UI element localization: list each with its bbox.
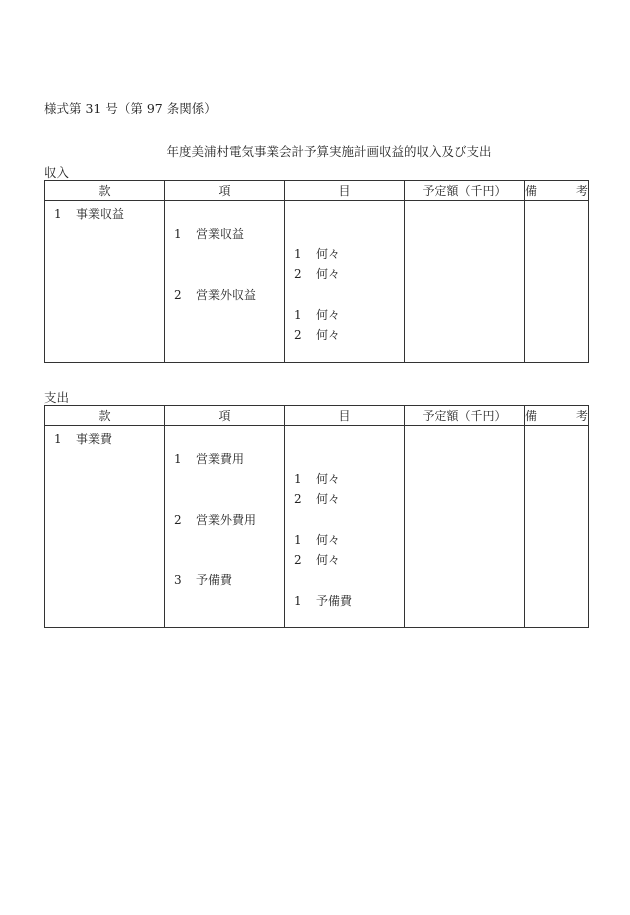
income-moku-3: 1 何々 [294, 308, 341, 322]
expense-remarks-cell [525, 426, 589, 628]
col-header-kou: 項 [165, 406, 285, 426]
col-header-kou: 項 [165, 181, 285, 201]
expense-moku-1: 1 何々 [294, 472, 341, 486]
income-kou-1: 1 営業収益 [174, 227, 245, 241]
col-header-remarks: 備 考 [525, 406, 589, 426]
income-moku-1: 1 何々 [294, 247, 341, 261]
col-header-remarks: 備 考 [525, 181, 589, 201]
expense-kan-cell [45, 426, 165, 628]
income-remarks-cell [525, 201, 589, 363]
expense-moku-2: 2 何々 [294, 492, 341, 506]
income-moku-4: 2 何々 [294, 328, 341, 342]
expense-amount-cell [405, 426, 525, 628]
expense-label: 支出 [44, 390, 70, 405]
income-table [44, 180, 589, 363]
income-label: 収入 [44, 165, 70, 180]
income-kan-cell [45, 201, 165, 363]
expense-moku-5: 1 予備費 [294, 594, 353, 608]
income-kou-2: 2 営業外収益 [174, 288, 257, 302]
income-kou-cell [165, 201, 285, 363]
income-body-row [45, 201, 589, 363]
expense-body-row [45, 426, 589, 628]
income-header-row [45, 181, 589, 201]
form-number: 様式第 31 号（第 97 条関係） [44, 101, 217, 116]
expense-moku-3: 1 何々 [294, 533, 341, 547]
expense-kou-3: 3 予備費 [174, 573, 233, 587]
expense-kan-1: 1 事業費 [54, 432, 113, 446]
col-header-moku: 目 [285, 406, 405, 426]
expense-table [44, 405, 589, 628]
expense-header-row [45, 406, 589, 426]
document-title: 年度美浦村電気事業会計予算実施計画収益的収入及び支出 [166, 144, 492, 159]
expense-moku-4: 2 何々 [294, 553, 341, 567]
income-kan-1: 1 事業収益 [54, 207, 125, 221]
expense-kou-2: 2 営業外費用 [174, 513, 257, 527]
expense-moku-cell [285, 426, 405, 628]
expense-kou-cell [165, 426, 285, 628]
col-header-amount: 予定額（千円） [405, 406, 525, 426]
col-header-moku: 目 [285, 181, 405, 201]
expense-kou-1: 1 営業費用 [174, 452, 245, 466]
income-amount-cell [405, 201, 525, 363]
col-header-amount: 予定額（千円） [405, 181, 525, 201]
income-moku-cell [285, 201, 405, 363]
income-moku-2: 2 何々 [294, 267, 341, 281]
col-header-kan: 款 [45, 406, 165, 426]
col-header-kan: 款 [45, 181, 165, 201]
